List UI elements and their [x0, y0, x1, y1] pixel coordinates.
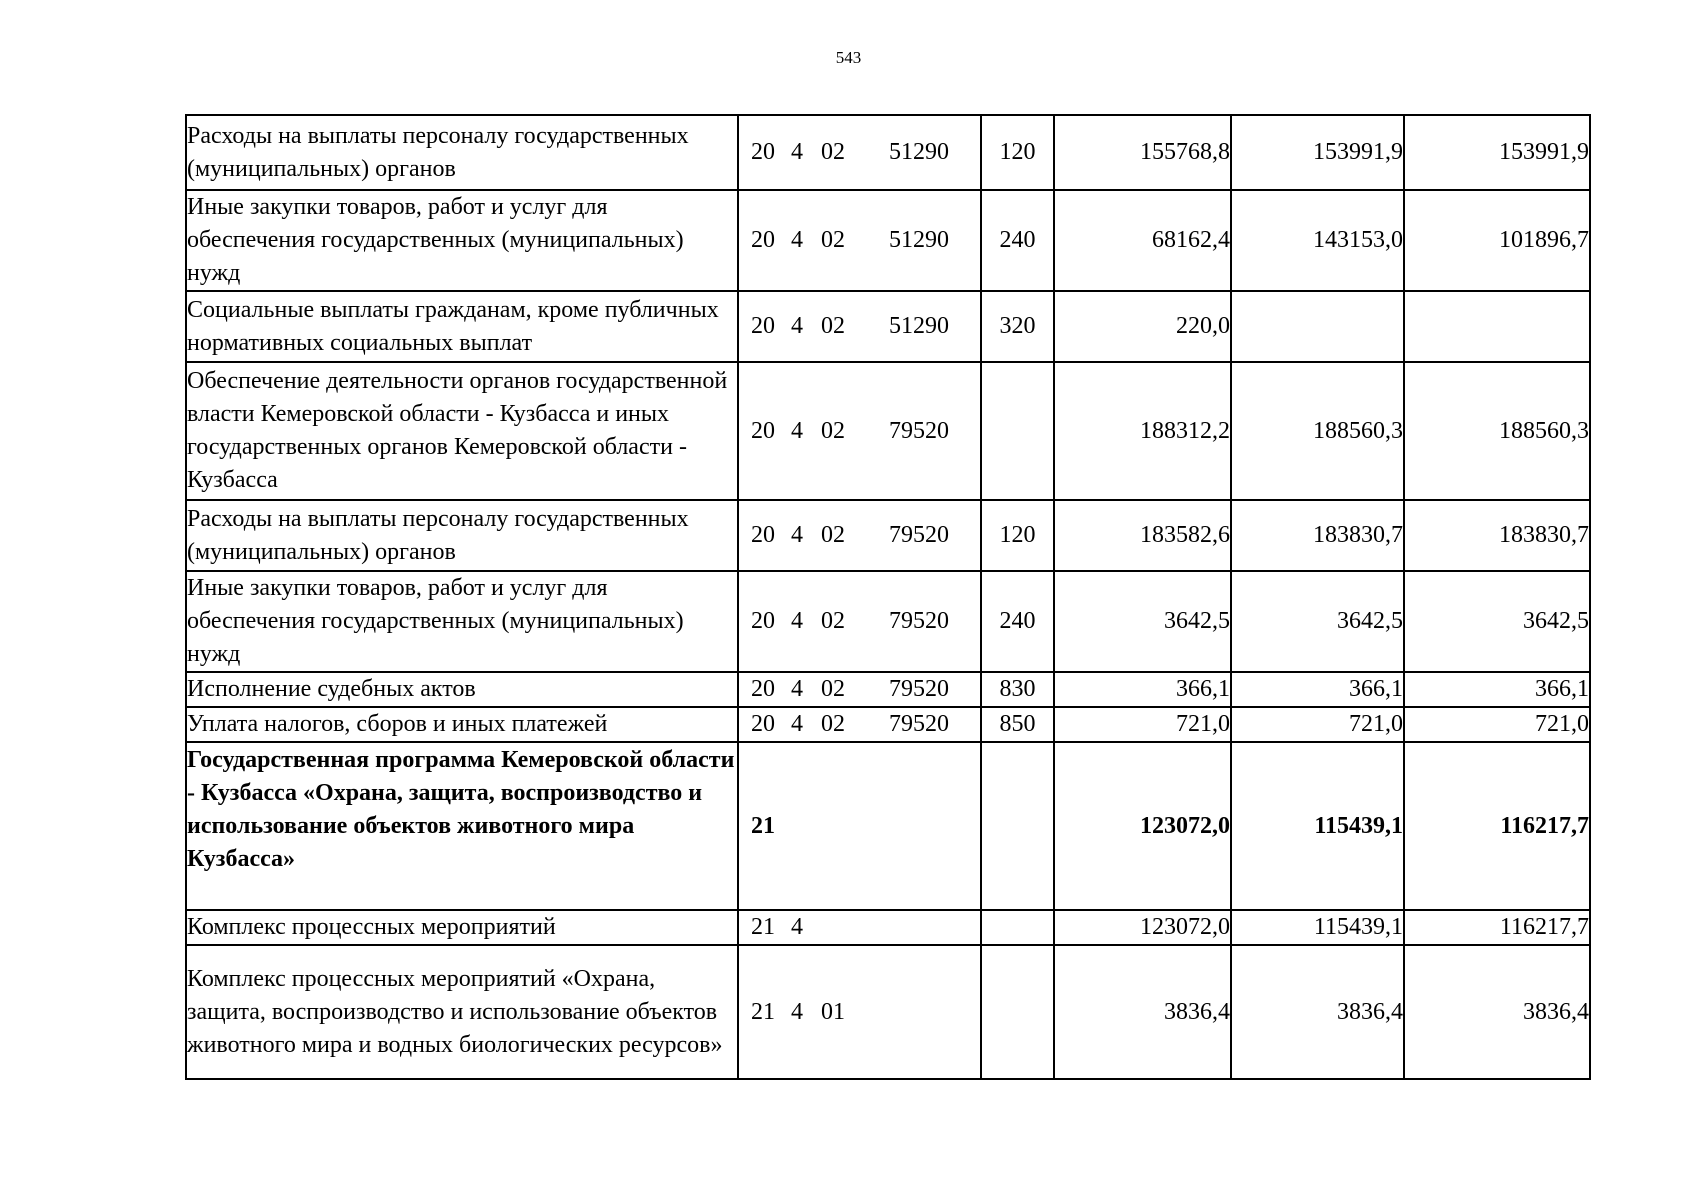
table-row: [186, 571, 1590, 672]
amount-year-1: 123072,0: [1054, 742, 1231, 910]
amount-year-1: 123072,0: [1054, 910, 1231, 945]
expense-type-code: 120: [981, 115, 1054, 190]
expense-type-code: 850: [981, 707, 1054, 742]
expense-type-code: 830: [981, 672, 1054, 707]
table-row: [186, 742, 1590, 910]
row-name: Расходы на выплаты персоналу государственных (муниципальных) органов: [186, 500, 738, 571]
amount-year-1: 721,0: [1054, 707, 1231, 742]
expense-type-code: [981, 910, 1054, 945]
amount-year-2: 721,0: [1231, 707, 1404, 742]
table-row: [186, 362, 1590, 500]
amount-year-2: 3642,5: [1231, 571, 1404, 672]
expense-type-code: [981, 742, 1054, 910]
row-name: Государственная программа Кемеровской области - Кузбасса «Охрана, защита, воспроизводство и использование объектов животного мира Кузбасса»: [186, 742, 738, 910]
row-name: Исполнение судебных актов: [186, 672, 738, 707]
row-name: Расходы на выплаты персоналу государственных (муниципальных) органов: [186, 115, 738, 190]
amount-year-1: 220,0: [1054, 291, 1231, 362]
expense-type-code: 120: [981, 500, 1054, 571]
amount-year-2: 115439,1: [1231, 910, 1404, 945]
row-name: Уплата налогов, сборов и иных платежей: [186, 707, 738, 742]
target-article-code: 21 4 01: [738, 945, 981, 1079]
expense-type-code: [981, 945, 1054, 1079]
expense-type-code: [981, 362, 1054, 500]
table-row: [186, 500, 1590, 571]
row-name: Обеспечение деятельности органов государственной власти Кемеровской области - Кузбасса и иных государственных органов Кемеровской области - Кузбасса: [186, 362, 738, 500]
budget-table: [185, 114, 1591, 1080]
amount-year-1: 183582,6: [1054, 500, 1231, 571]
target-article-code: 20 4 02 79520: [738, 500, 981, 571]
table-row: [186, 672, 1590, 707]
target-article-code: 20 4 02 51290: [738, 190, 981, 291]
expense-type-code: 240: [981, 190, 1054, 291]
row-name: Комплекс процессных мероприятий: [186, 910, 738, 945]
amount-year-2: [1231, 291, 1404, 362]
table-row: [186, 115, 1590, 190]
table-row: [186, 945, 1590, 1079]
table-row: [186, 190, 1590, 291]
target-article-code: 20 4 02 79520: [738, 571, 981, 672]
amount-year-2: 366,1: [1231, 672, 1404, 707]
amount-year-3: 3836,4: [1404, 945, 1590, 1079]
target-article-code: 20 4 02 79520: [738, 707, 981, 742]
target-article-code: 21 4: [738, 910, 981, 945]
amount-year-2: 143153,0: [1231, 190, 1404, 291]
table-row: [186, 291, 1590, 362]
amount-year-1: 155768,8: [1054, 115, 1231, 190]
amount-year-2: 183830,7: [1231, 500, 1404, 571]
amount-year-2: 3836,4: [1231, 945, 1404, 1079]
row-name: Комплекс процессных мероприятий «Охрана, защита, воспроизводство и использование объектов животного мира и водных биологических ресурсов»: [186, 945, 738, 1079]
target-article-code: 20 4 02 79520: [738, 362, 981, 500]
amount-year-3: 366,1: [1404, 672, 1590, 707]
amount-year-2: 188560,3: [1231, 362, 1404, 500]
amount-year-1: 188312,2: [1054, 362, 1231, 500]
amount-year-2: 115439,1: [1231, 742, 1404, 910]
amount-year-3: 116217,7: [1404, 910, 1590, 945]
amount-year-1: 3836,4: [1054, 945, 1231, 1079]
amount-year-3: 188560,3: [1404, 362, 1590, 500]
amount-year-1: 3642,5: [1054, 571, 1231, 672]
expense-type-code: 320: [981, 291, 1054, 362]
row-name: Иные закупки товаров, работ и услуг для обеспечения государственных (муниципальных) нужд: [186, 571, 738, 672]
amount-year-3: [1404, 291, 1590, 362]
amount-year-3: 116217,7: [1404, 742, 1590, 910]
amount-year-2: 153991,9: [1231, 115, 1404, 190]
amount-year-1: 68162,4: [1054, 190, 1231, 291]
row-name: Социальные выплаты гражданам, кроме публичных нормативных социальных выплат: [186, 291, 738, 362]
target-article-code: 21: [738, 742, 981, 910]
table-row: [186, 707, 1590, 742]
target-article-code: 20 4 02 79520: [738, 672, 981, 707]
table-row: [186, 910, 1590, 945]
expense-type-code: 240: [981, 571, 1054, 672]
target-article-code: 20 4 02 51290: [738, 291, 981, 362]
amount-year-3: 3642,5: [1404, 571, 1590, 672]
target-article-code: 20 4 02 51290: [738, 115, 981, 190]
amount-year-3: 153991,9: [1404, 115, 1590, 190]
row-name: Иные закупки товаров, работ и услуг для обеспечения государственных (муниципальных) нужд: [186, 190, 738, 291]
amount-year-3: 183830,7: [1404, 500, 1590, 571]
amount-year-3: 101896,7: [1404, 190, 1590, 291]
amount-year-3: 721,0: [1404, 707, 1590, 742]
page-number: 543: [835, 48, 862, 67]
amount-year-1: 366,1: [1054, 672, 1231, 707]
